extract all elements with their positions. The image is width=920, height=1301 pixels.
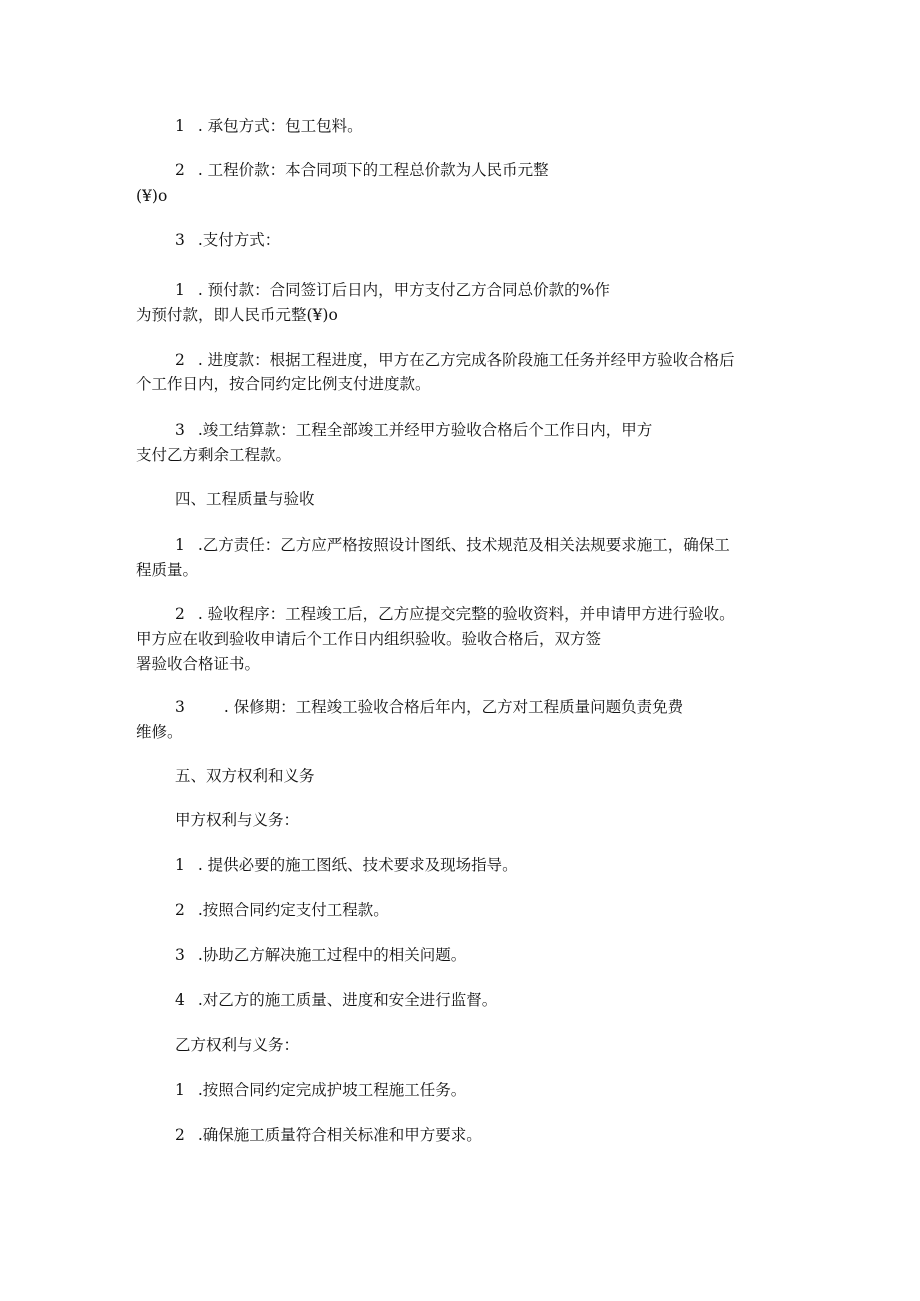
clause-continuation: 为预付款，即人民币元整(¥)o — [136, 306, 338, 324]
clause-continuation: 程质量。 — [136, 561, 199, 579]
clause-text: .按照合同约定完成护坡工程施工任务。 — [197, 1081, 467, 1099]
clause-number: 1 — [175, 536, 185, 554]
clause-number: 4 — [175, 991, 185, 1009]
clause-text: .对乙方的施工质量、进度和安全进行监督。 — [197, 991, 498, 1009]
clause-text: . 预付款：合同签订后日内，甲方支付乙方合同总价款的%作 — [197, 281, 610, 299]
clause-text: .支付方式： — [197, 231, 281, 249]
list-item — [175, 945, 466, 965]
clause-contract-price — [175, 160, 549, 180]
list-item — [175, 1080, 466, 1100]
clause-continuation: 甲方应在收到验收申请后个工作日内组织验收。验收合格后，双方签 — [136, 630, 602, 648]
clause-acceptance-procedure — [175, 604, 735, 624]
clause-text: . 工程价款：本合同项下的工程总价款为人民币元整 — [197, 161, 549, 179]
clause-number: 1 — [175, 281, 185, 299]
list-item — [175, 855, 518, 875]
clause-number: 1 — [175, 117, 185, 135]
clause-contract-mode — [175, 116, 363, 136]
clause-number: 1 — [175, 1081, 185, 1099]
clause-continuation: (¥)o — [136, 187, 168, 205]
clause-number: 2 — [175, 901, 185, 919]
clause-contractor-responsibility — [175, 535, 730, 555]
clause-continuation: 个工作日内，按合同约定比例支付进度款。 — [136, 375, 431, 393]
list-item — [175, 990, 497, 1010]
clause-number: 3 — [175, 421, 185, 439]
clause-text: .协助乙方解决施工过程中的相关问题。 — [197, 946, 467, 964]
clause-text: . 进度款：根据工程进度，甲方在乙方完成各阶段施工任务并经甲方验收合格后 — [197, 351, 735, 369]
clause-number: 1 — [175, 856, 185, 874]
list-item — [175, 900, 389, 920]
clause-payment-method — [175, 230, 280, 250]
section-heading-rights: 五、双方权利和义务 — [175, 767, 315, 785]
clause-text: .竣工结算款：工程全部竣工并经甲方验收合格后个工作日内，甲方 — [197, 421, 653, 439]
list-item — [175, 1125, 482, 1145]
clause-continuation: 维修。 — [136, 723, 183, 741]
subclause-progress-payment — [175, 350, 735, 370]
clause-number: 3 — [175, 231, 185, 249]
subheading-party-b: 乙方权利与义务： — [175, 1036, 300, 1054]
clause-warranty-period — [175, 697, 683, 717]
subheading-party-a: 甲方权利与义务： — [175, 811, 300, 829]
clause-number: 2 — [175, 1126, 185, 1144]
clause-text: .确保施工质量符合相关标准和甲方要求。 — [197, 1126, 482, 1144]
clause-number: 3 — [175, 946, 185, 964]
clause-text: .乙方责任：乙方应严格按照设计图纸、技术规范及相关法规要求施工，确保工 — [197, 536, 730, 554]
clause-continuation: 署验收合格证书。 — [136, 655, 261, 673]
subclause-advance-payment — [175, 280, 610, 300]
clause-number: 2 — [175, 605, 185, 623]
section-heading-quality: 四、工程质量与验收 — [175, 490, 315, 508]
clause-text: . 验收程序：工程竣工后，乙方应提交完整的验收资料，并申请甲方进行验收。 — [197, 605, 735, 623]
clause-number: 2 — [175, 161, 185, 179]
clause-number: 2 — [175, 351, 185, 369]
clause-continuation: 支付乙方剩余工程款。 — [136, 446, 292, 464]
clause-number: 3 — [175, 698, 185, 716]
clause-text: . 提供必要的施工图纸、技术要求及现场指导。 — [197, 856, 518, 874]
subclause-final-settlement — [175, 420, 652, 440]
clause-text: .按照合同约定支付工程款。 — [197, 901, 389, 919]
clause-text: . 承包方式：包工包料。 — [197, 117, 363, 135]
clause-text: . 保修期：工程竣工验收合格后年内，乙方对工程质量问题负责免费 — [223, 698, 684, 716]
